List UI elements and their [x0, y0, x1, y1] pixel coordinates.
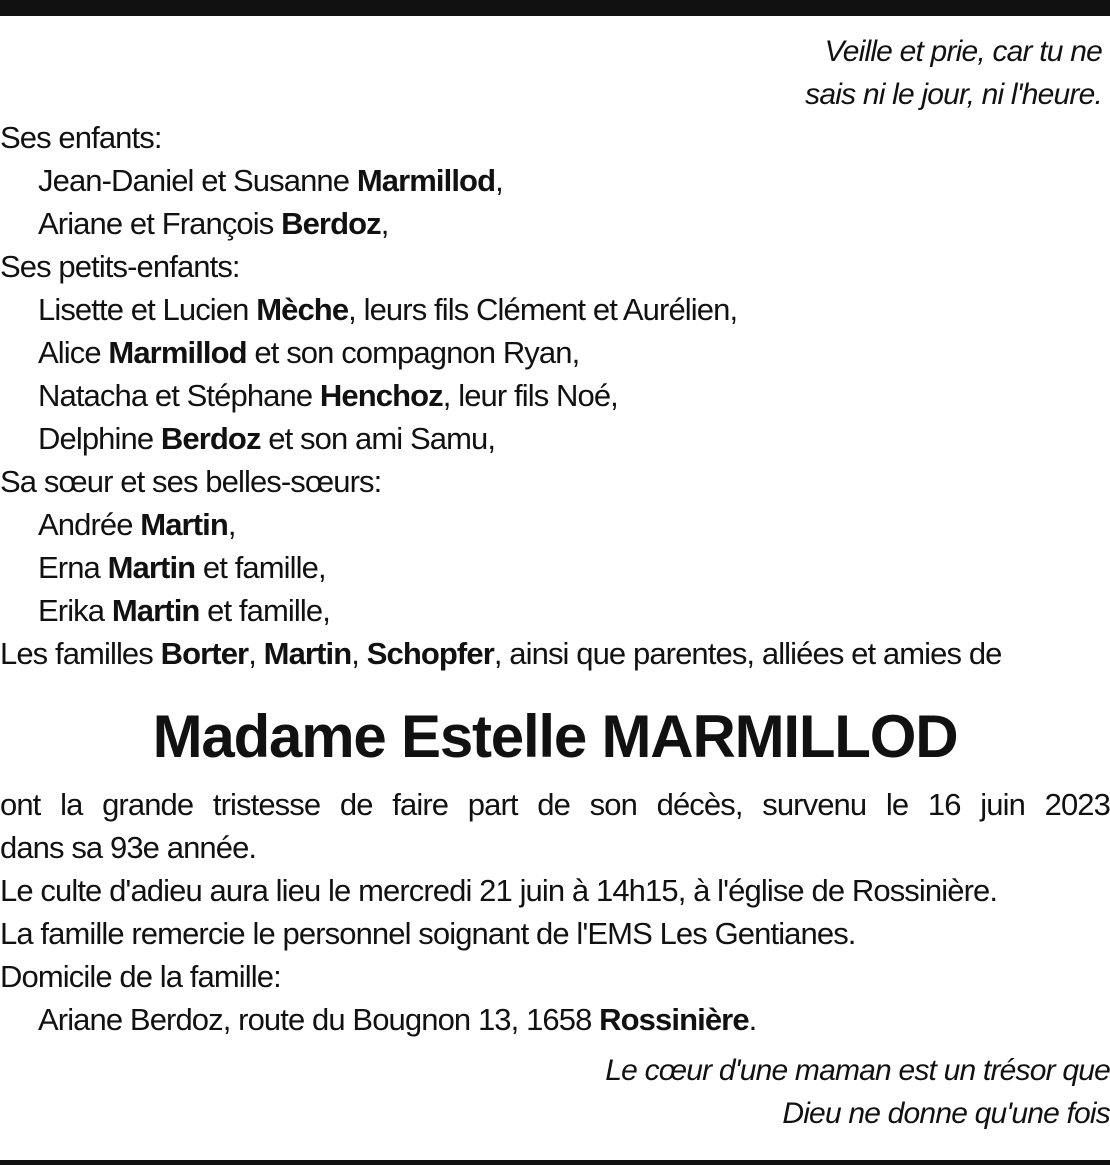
grandchildren-line — [0, 331, 1110, 374]
epigraph-top-line-2: sais ni le jour, ni l'heure. — [805, 78, 1102, 111]
grandchildren-line — [0, 288, 1110, 331]
domicile-address-town: Rossinière — [599, 1002, 749, 1037]
grandchildren-heading: Ses petits-enfants: — [0, 249, 240, 284]
service-details: Le culte d'adieu aura lieu le mercredi 21 juin à 14h15, à l'église de Rossinière. — [0, 873, 998, 908]
sisters-line — [0, 503, 1110, 546]
epigraph-top-line-1: Veille et prie, car tu ne — [824, 35, 1102, 68]
deceased-name: Madame Estelle MARMILLOD — [152, 703, 958, 770]
grandchildren-line-text: Natacha et Stéphane — [38, 378, 320, 413]
families-line-suffix: , ainsi que parentes, alliées et amies de — [493, 636, 1002, 671]
families-line — [0, 632, 1110, 675]
families-line-text: Les familles — [0, 636, 161, 671]
domicile-address-text: Ariane Berdoz, route du Bougnon 13, 1658 — [38, 1002, 600, 1037]
sisters-line — [0, 546, 1110, 589]
grandchildren-line-text: Alice — [38, 335, 109, 370]
bottom-border-rule — [0, 1160, 1110, 1165]
children-line-surname: Berdoz — [281, 206, 381, 241]
sisters-line-text: Erna — [38, 550, 108, 585]
children-line-surname: Marmillod — [356, 163, 496, 198]
epigraph-top — [0, 30, 1110, 116]
grandchildren-line-surname: Mèche — [256, 292, 349, 327]
children-line-text: Jean-Daniel et Susanne — [38, 163, 357, 198]
epigraph-bottom-line-1: Le cœur d'une maman est un trésor que — [605, 1054, 1110, 1087]
sisters-line-text: Erika — [38, 593, 112, 628]
grandchildren-line-text: Lisette et Lucien — [38, 292, 257, 327]
families-line-separator: , — [248, 636, 264, 671]
domicile-heading: Domicile de la famille: — [0, 959, 281, 994]
grandchildren-line-suffix: , leur fils Noé, — [442, 378, 618, 413]
obituary-notice — [0, 22, 1110, 1135]
domicile-address-suffix: . — [748, 1002, 757, 1037]
families-line-separator: , — [351, 636, 367, 671]
epigraph-bottom-line-2: Dieu ne donne qu'une fois — [782, 1097, 1110, 1130]
epigraph-bottom — [0, 1049, 1110, 1135]
grandchildren-line-surname: Berdoz — [160, 421, 261, 456]
children-line — [0, 202, 1110, 245]
children-line — [0, 159, 1110, 202]
sisters-heading: Sa sœur et ses belles-sœurs: — [0, 464, 382, 499]
sisters-line-text: Andrée — [38, 507, 141, 542]
grandchildren-line-suffix: , leurs fils Clément et Aurélien, — [348, 292, 738, 327]
sisters-line — [0, 589, 1110, 632]
spacer — [0, 1041, 1110, 1049]
grandchildren-line-text: Delphine — [38, 421, 161, 456]
grandchildren-line-suffix: et son compagnon Ryan, — [246, 335, 580, 370]
thanks-line: La famille remercie le personnel soignant de l'EMS Les Gentianes. — [0, 916, 856, 951]
announcement-line-2: dans sa 93e année. — [0, 830, 257, 865]
sisters-line-suffix: et famille, — [199, 593, 330, 628]
grandchildren-line-suffix: et son ami Samu, — [260, 421, 496, 456]
grandchildren-line — [0, 374, 1110, 417]
sisters-line-surname: Martin — [107, 550, 196, 585]
children-line-suffix: , — [495, 163, 503, 198]
announcement-line-1: ont la grande tristesse de faire part de son décès, survenu le 16 juin 2023 — [0, 787, 1110, 822]
children-line-suffix: , — [380, 206, 389, 241]
sisters-line-suffix: , — [227, 507, 236, 542]
families-line-surname: Martin — [263, 636, 352, 671]
sisters-line-suffix: et famille, — [195, 550, 326, 585]
domicile-address — [0, 998, 1110, 1041]
families-line-surname: Schopfer — [366, 636, 494, 671]
children-line-text: Ariane et François — [38, 206, 282, 241]
children-heading: Ses enfants: — [0, 120, 162, 155]
grandchildren-line-surname: Henchoz — [319, 378, 443, 413]
sisters-line-surname: Martin — [140, 507, 228, 542]
families-line-surname: Borter — [160, 636, 249, 671]
grandchildren-line — [0, 417, 1110, 460]
grandchildren-line-surname: Marmillod — [108, 335, 247, 370]
top-border-rule — [0, 0, 1110, 16]
sisters-line-surname: Martin — [111, 593, 200, 628]
